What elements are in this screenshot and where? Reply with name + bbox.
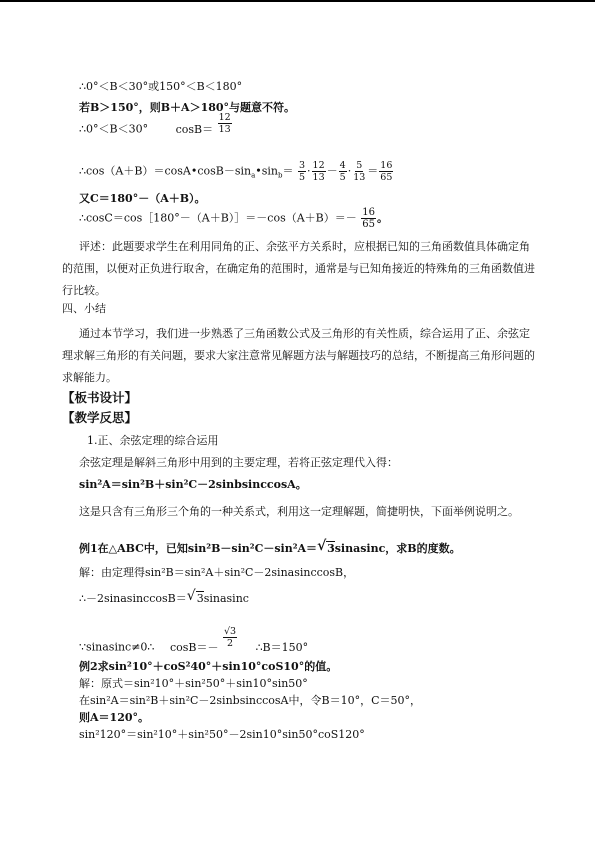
- text-segment: sinasinc: [203, 592, 249, 605]
- text-line: [79, 588, 249, 606]
- text-line: 则A＝120°。: [79, 711, 149, 724]
- text-line: 又C＝180°－（A＋B）。: [79, 192, 206, 205]
- section-heading-board: 【板书设计】: [62, 390, 138, 405]
- fraction: [379, 160, 393, 183]
- formula-line: sin²A＝sin²B＋sin²C－2sinbsinccosA。: [79, 478, 307, 491]
- text-line: 余弦定理是解斜三角形中用到的主要定理，若将正弦定理代入得：: [79, 456, 398, 469]
- text-segment: ∴0°＜B＜30°: [79, 122, 149, 136]
- fraction-numerator: 12: [312, 160, 325, 171]
- text-line: [79, 538, 461, 556]
- text-line: [79, 626, 309, 659]
- text-segment: ∴cosC＝cos［180°－（A＋B）］＝－cos（A＋B）＝－: [79, 211, 357, 225]
- paragraph-summary: 通过本节学习，我们进一步熟悉了三角函数公式及三角形的有关性质，综合运用了正、余弦定理求解三角形的有关问题，要求大家注意常见解题方法与解题技巧的总结，不断提高三角形问题的求解能力。: [62, 327, 535, 384]
- text-line: sin²120°＝sin²10°＋sin²50°－2sin10°sin50°coS120°: [79, 728, 365, 741]
- fraction-denominator: 5: [339, 172, 346, 183]
- fraction-denominator: 13: [312, 172, 325, 183]
- equals-sign: ＝: [282, 164, 294, 178]
- fraction-numerator: 16: [380, 160, 393, 171]
- fraction: [312, 160, 326, 183]
- fraction: [361, 207, 376, 230]
- text-segment: ∴cos（A＋B）＝cosA•cosB－sin: [79, 164, 252, 178]
- operator: －: [326, 164, 338, 178]
- text-line: 解：由定理得sin²B＝sin²A＋sin²C－2sinasinccosB，: [79, 566, 355, 579]
- subheading: 1.正、余弦定理的综合运用: [87, 434, 219, 447]
- radicand: 3: [327, 542, 335, 555]
- paragraph-review: 评述：此题要求学生在利用同角的正、余弦平方关系时，应根据已知的三角函数值具体确定角的范围，以便对正负进行取舍，在确定角的范围时，通常是与已知角接近的特殊角的三角函数值进行比较。: [62, 240, 535, 297]
- fraction-numerator: 12: [218, 112, 231, 123]
- text-line: 例2求sin²10°＋coS²40°＋sin10°coS10°的值。: [79, 660, 338, 673]
- text-segment: cosB＝: [175, 122, 214, 136]
- operator: ·: [347, 164, 352, 178]
- operator: ·: [307, 164, 311, 178]
- text-segment: ∴B＝150°: [255, 640, 309, 654]
- fraction-denominator: 13: [353, 172, 366, 183]
- fraction-numerator: 16: [362, 207, 375, 218]
- fraction: [339, 160, 347, 183]
- fraction-numerator: 4: [339, 160, 346, 171]
- text-line: [79, 160, 394, 183]
- square-root: √ 3: [317, 538, 335, 555]
- fraction-numerator: 5: [356, 160, 363, 171]
- section-heading: 四、小结: [62, 302, 106, 315]
- fraction: [298, 160, 306, 183]
- fraction-denominator: 2: [226, 638, 234, 649]
- radicand: 3: [196, 592, 204, 605]
- text-segment: •sin: [255, 164, 279, 178]
- text-segment: ∴－2sinasinccosB＝: [79, 592, 187, 605]
- section-heading-reflection: 【教学反思】: [62, 410, 138, 425]
- period: 。: [376, 211, 388, 225]
- text-line: [79, 207, 388, 230]
- fraction-denominator: 5: [299, 172, 306, 183]
- fraction-numerator: √3: [223, 626, 237, 637]
- subscript: b: [278, 171, 283, 180]
- text-line: 若B＞150°，则B＋A＞180°与题意不符。: [79, 101, 296, 114]
- fraction: [352, 160, 366, 183]
- fraction-denominator: 65: [362, 219, 375, 230]
- subscript: a: [251, 171, 256, 180]
- text-segment: ∵sinasinc≠0∴: [79, 640, 155, 654]
- fraction-numerator: 3: [299, 160, 306, 171]
- text-segment: 例1在△ABC中，已知sin²B－sin²C－sin²A＝: [79, 542, 318, 555]
- square-root: √ 3: [186, 588, 204, 605]
- text-line: 在sin²A＝sin²B＋sin²C－2sinbsinccosA中，令B＝10°，C＝50°，: [79, 694, 421, 707]
- fraction: [218, 112, 232, 135]
- text-segment: sinasinc，求B的度数。: [334, 542, 461, 555]
- fraction: [223, 626, 237, 649]
- text-line: 解：原式＝sin²10°＋sin²50°＋sin10°sin50°: [79, 677, 308, 690]
- text-line: [79, 112, 233, 141]
- equals-sign: ＝: [367, 164, 379, 178]
- top-rule: [0, 0, 595, 2]
- paragraph-intro: 这是只含有三角形三个角的一种关系式，利用这一定理解题，简捷明快，下面举例说明之。: [79, 505, 519, 518]
- text-line: ∴0°＜B＜30°或150°＜B＜180°: [79, 80, 243, 93]
- text-segment: cosB＝－: [169, 640, 219, 654]
- fraction-denominator: 65: [380, 172, 393, 183]
- fraction-denominator: 13: [218, 124, 231, 135]
